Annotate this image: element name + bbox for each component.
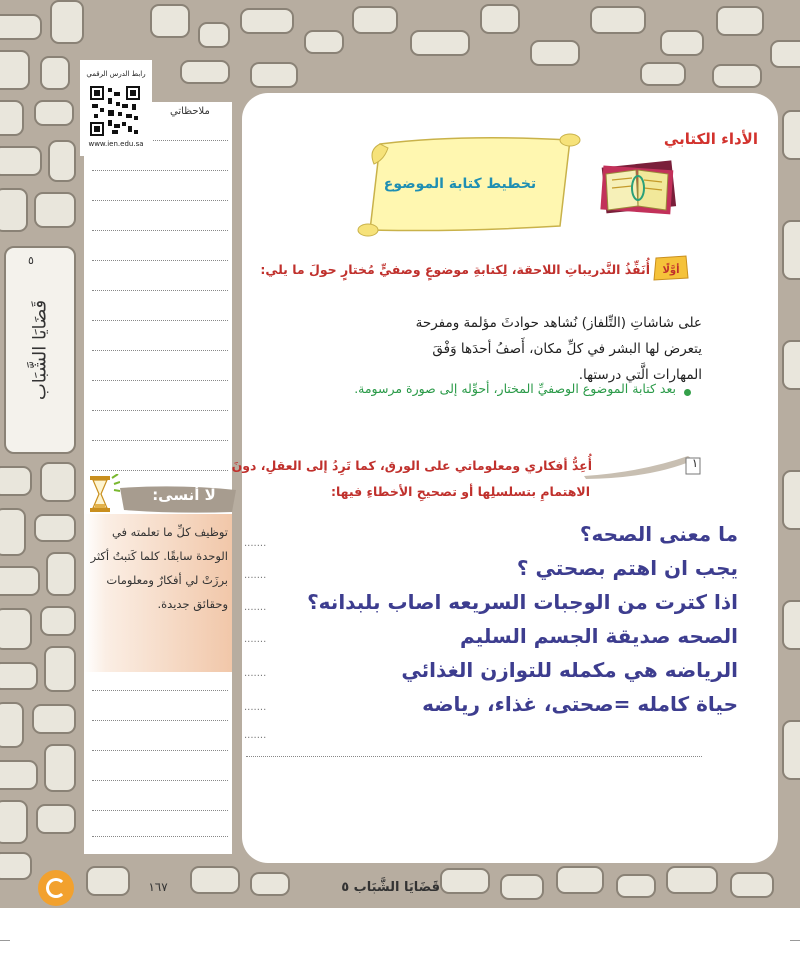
stone-block (500, 874, 544, 900)
stone-block (180, 60, 230, 84)
stone-block (0, 852, 32, 880)
stone-block (782, 720, 800, 780)
dotted-leader: ....... (244, 730, 267, 741)
reminder-title: لا أنسى: (152, 486, 216, 504)
dotted-leader: ....... (244, 634, 267, 645)
stone-block (40, 462, 76, 502)
banner-title: تخطيط كتابة الموضوع (383, 176, 537, 192)
crop-mark (0, 940, 10, 941)
task2-instruction-line1: أُعِدُّ أفكاري ومعلوماتي على الورق، كما تَرِدُ إلى العقلِ، دونَ (231, 458, 592, 473)
note-line (92, 260, 228, 261)
stone-block (48, 140, 76, 182)
stone-block (556, 866, 604, 894)
crop-mark (790, 940, 800, 941)
quill-stroke-icon (582, 452, 702, 480)
dotted-leader: ....... (244, 702, 267, 713)
task2-number: ١ (691, 456, 699, 470)
dotted-leader: ....... (244, 538, 267, 549)
stone-block (0, 662, 38, 690)
dotted-leader: ....... (244, 602, 267, 613)
stone-block (660, 30, 704, 56)
note-line (92, 440, 228, 441)
stone-block (250, 872, 290, 896)
stone-block (782, 340, 800, 390)
stone-block (250, 62, 298, 88)
answer-line[interactable]: الصحه صديقة الجسم السليم (460, 624, 738, 648)
note-line (92, 320, 228, 321)
brand-logo-mark (46, 878, 66, 898)
bullet-icon (684, 389, 691, 396)
note-line (92, 380, 228, 381)
hourglass-icon (84, 474, 120, 514)
stone-block (590, 6, 646, 34)
stone-block (0, 508, 26, 556)
answer-line[interactable]: اذا كترت من الوجبات السريعه اصاب بلبدانه؟ (307, 590, 738, 614)
stone-block (782, 110, 800, 160)
stone-block (640, 62, 686, 86)
note-line (92, 720, 228, 721)
stone-block (0, 800, 28, 844)
open-book-icon (598, 160, 678, 216)
note-line (92, 836, 228, 837)
dotted-leader: ....... (244, 570, 267, 581)
dotted-leader: ....... (244, 668, 267, 679)
stone-block (44, 646, 76, 692)
qr-code-icon[interactable] (90, 86, 140, 136)
stone-block (782, 470, 800, 530)
answer-line[interactable]: يجب ان اهتم بصحتي ؟ (516, 556, 738, 580)
answer-line[interactable]: ما معنى الصحه؟ (579, 522, 738, 546)
notes-label: ملاحظاتي (170, 106, 210, 117)
stone-block (480, 4, 520, 34)
stone-block (0, 146, 42, 176)
page-bottom-margin (0, 908, 800, 962)
task2-instruction-line2: الاهتمامِ بتسلسلِها أو تصحيحِ الأخطاءِ فيها: (330, 484, 590, 499)
stone-block (40, 606, 76, 636)
stone-block (46, 552, 76, 596)
stone-block (440, 868, 490, 894)
stone-block (0, 702, 24, 748)
task1-instruction: أُنَفِّذُ التَّدريباتِ اللاحقة، لِكتابةِ موضوعٍ وصفيٍّ مُختارٍ حولَ ما يلي: (260, 262, 650, 277)
stone-block (0, 566, 40, 596)
note-line (92, 350, 228, 351)
task1-paragraph: على شاشاتِ (التِّلفاز) نُشاهد حوادثَ مؤلمة ومفرحة يتعرض لها البشر في كلِّ مكان، أَصفُ أحدَها وَفْقَ المهارات الَّتي درستها. (415, 315, 702, 383)
qr-title: رابط الدرس الرقمي (86, 70, 146, 78)
stone-block (190, 866, 240, 894)
answer-line[interactable]: الرياضه هي مكمله للتوازن الغذائي (401, 658, 738, 682)
section-title: الأداء الكتابي (663, 130, 758, 148)
stone-block (0, 608, 32, 650)
stone-block (36, 804, 76, 834)
stone-block (712, 64, 762, 88)
note-line (92, 470, 228, 471)
note-line (92, 780, 228, 781)
stone-block (44, 744, 76, 792)
note-line (92, 230, 228, 231)
stone-block (34, 100, 74, 126)
stone-block (666, 866, 718, 894)
stone-block (0, 100, 24, 136)
unit-number: ٥ (28, 254, 34, 267)
footer-unit-title: قَضَايَا الشَّبَاب ٥ (341, 880, 440, 895)
task-badge-icon (652, 254, 690, 282)
qr-url[interactable]: www.ien.edu.sa (88, 140, 144, 148)
stone-block (716, 6, 764, 36)
unit-title-vertical: قَضَايَا الشَّبَاب (29, 299, 51, 401)
page-number: ١٦٧ (148, 880, 168, 894)
note-line (92, 410, 228, 411)
note-line (92, 290, 228, 291)
stone-block (40, 56, 70, 90)
writing-line (246, 756, 702, 757)
stone-block (0, 14, 42, 40)
note-line (92, 200, 228, 201)
answer-line[interactable]: حياة كامله =صحتى، غذاء، رياضه (422, 692, 738, 716)
stone-block (86, 866, 130, 896)
stone-block (770, 40, 800, 68)
stone-block (304, 30, 344, 54)
note-line (92, 750, 228, 751)
stone-block (50, 0, 84, 44)
stone-block (782, 220, 800, 280)
task1-bullet: بعد كتابة الموضوع الوصفيِّ المختار، أحوِّله إلى صورة مرسومة. (354, 381, 676, 396)
stone-block (198, 22, 230, 48)
stone-block (352, 6, 398, 34)
stone-block (0, 188, 28, 232)
stone-block (32, 704, 76, 734)
note-line (92, 690, 228, 691)
stone-block (730, 872, 774, 898)
reminder-text: توظيف كلِّ ما تعلمته في الوحدة سابقًا. كلما كَتبتُ أكثر برزَتْ لي أفكارٌ ومعلومات وحقائق جديدة. (90, 525, 228, 611)
task-badge-label: أوَّلًا (662, 265, 680, 276)
stone-block (34, 192, 76, 228)
stone-block (410, 30, 470, 56)
stone-block (0, 50, 30, 90)
stone-block (530, 40, 580, 66)
stone-block (150, 4, 190, 38)
note-line (92, 170, 228, 171)
stone-block (616, 874, 656, 898)
stone-block (240, 8, 294, 34)
note-line (92, 810, 228, 811)
stone-block (0, 760, 38, 790)
stone-block (0, 466, 32, 496)
stone-block (34, 514, 76, 542)
stone-block (782, 600, 800, 650)
